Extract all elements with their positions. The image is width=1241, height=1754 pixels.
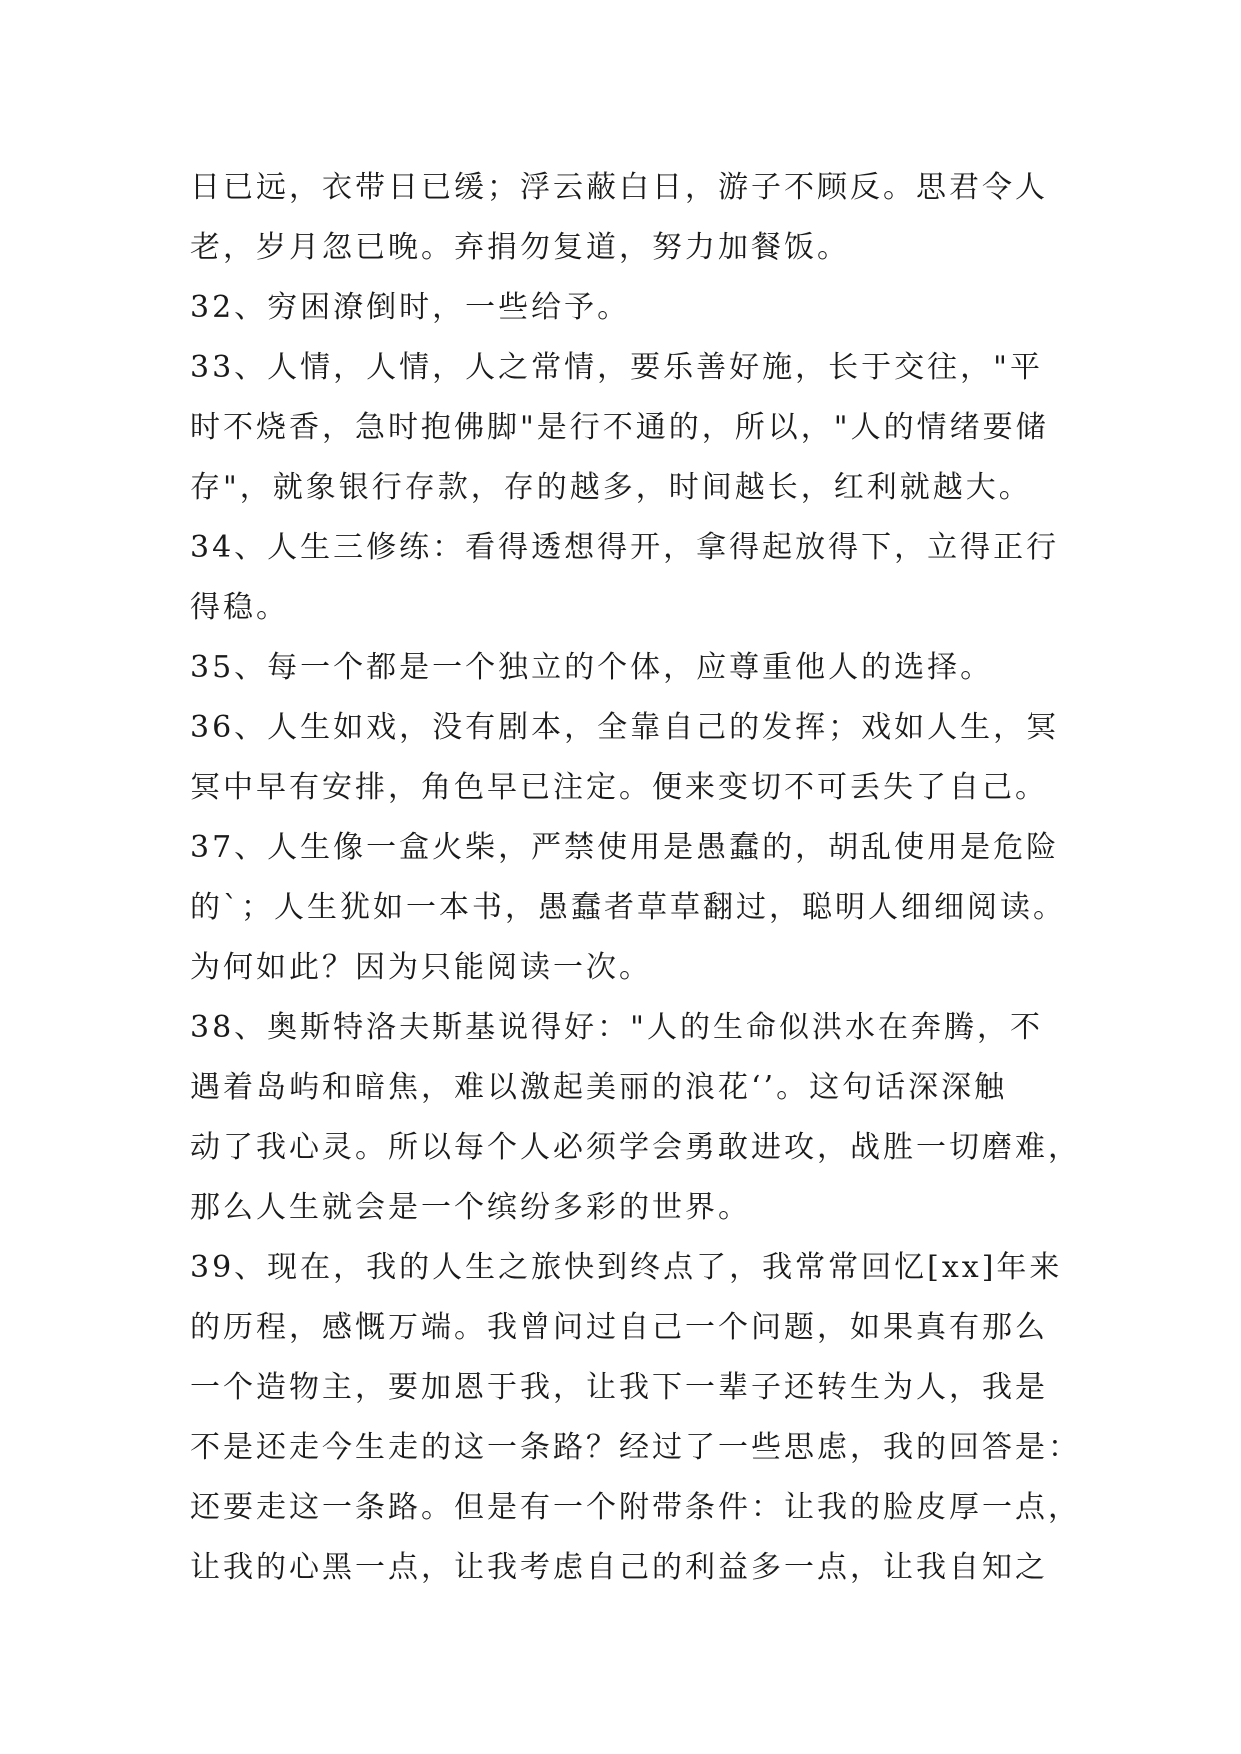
text-line: 32、穷困潦倒时，一些给予。 [190, 290, 631, 325]
text-line: 得稳。 [190, 590, 289, 625]
text-line: 为何如此？因为只能阅读一次。 [190, 950, 652, 985]
text-line: 37、人生像一盒火柴，严禁使用是愚蠢的，胡乱使用是危险 [190, 830, 1060, 865]
text-line: 还要走这一条路。但是有一个附带条件：让我的脸皮厚一点， [190, 1490, 1081, 1525]
text-line: 的`；人生犹如一本书，愚蠢者草草翻过，聪明人细细阅读。 [190, 890, 1066, 925]
document-body [190, 158, 1081, 1598]
text-line: 遇着岛屿和暗焦，难以激起美丽的浪花‘’。这句话深深触 [190, 1070, 1008, 1105]
text-line: 时不烧香，急时抱佛脚"是行不通的，所以，"人的情绪要储 [190, 410, 1049, 445]
text-line: 不是还走今生走的这一条路？经过了一些思虑，我的回答是： [190, 1430, 1081, 1465]
text-line: 日已远，衣带日已缓；浮云蔽白日，游子不顾反。思君令人 [190, 170, 1048, 205]
text-line: 36、人生如戏，没有剧本，全靠自己的发挥；戏如人生，冥 [190, 710, 1060, 745]
text-line: 冥中早有安排，角色早已注定。便来变切不可丢失了自己。 [190, 770, 1048, 805]
text-line: 34、人生三修练：看得透想得开，拿得起放得下，立得正行 [190, 530, 1060, 565]
text-line: 39、现在，我的人生之旅快到终点了，我常常回忆[xx]年来 [190, 1250, 1063, 1285]
text-line: 那么人生就会是一个缤纷多彩的世界。 [190, 1190, 751, 1225]
text-line: 一个造物主，要加恩于我，让我下一辈子还转生为人，我是 [190, 1370, 1048, 1405]
text-line: 让我的心黑一点，让我考虑自己的利益多一点，让我自知之 [190, 1550, 1048, 1585]
text-line: 38、奥斯特洛夫斯基说得好："人的生命似洪水在奔腾，不 [190, 1010, 1043, 1045]
text-line: 33、人情，人情，人之常情，要乐善好施，长于交往，"平 [190, 350, 1043, 385]
text-line: 存"，就象银行存款，存的越多，时间越长，红利就越大。 [190, 470, 1032, 505]
text-line: 的历程，感慨万端。我曾问过自己一个问题，如果真有那么 [190, 1310, 1048, 1345]
text-line: 动了我心灵。所以每个人必须学会勇敢进攻，战胜一切磨难， [190, 1130, 1081, 1165]
text-line: 35、每一个都是一个独立的个体，应尊重他人的选择。 [190, 650, 994, 685]
text-line: 老，岁月忽已晚。弃捐勿复道，努力加餐饭。 [190, 230, 850, 265]
